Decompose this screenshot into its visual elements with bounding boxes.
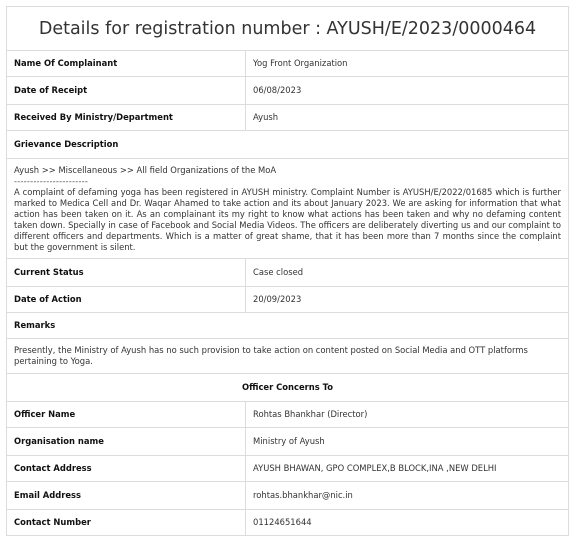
complainant-label: Name Of Complainant [7, 51, 246, 77]
table-row-remarks-text [7, 339, 569, 374]
table-row-organisation [7, 428, 569, 456]
table-row-receipt-date [7, 77, 569, 105]
registration-details-table [6, 6, 569, 536]
grievance-label: Grievance Description [7, 131, 569, 159]
table-row-email [7, 482, 569, 510]
officer-name-label: Officer Name [7, 402, 246, 428]
date-of-action-value: 20/09/2023 [246, 287, 569, 313]
current-status-value: Case closed [246, 259, 569, 287]
title-row [7, 7, 569, 51]
date-of-action-label: Date of Action [7, 287, 246, 313]
email-value: rohtas.bhankhar@nic.in [246, 482, 569, 510]
table-row-contact-number [7, 510, 569, 536]
receipt-date-value: 06/08/2023 [246, 77, 569, 105]
contact-address-label: Contact Address [7, 456, 246, 482]
table-row-grievance-description [7, 159, 569, 259]
grievance-category: Ayush >> Miscellaneous >> All field Organizations of the MoA [14, 165, 277, 175]
grievance-separator: ----------------------- [14, 176, 89, 186]
officer-name-value: Rohtas Bhankhar (Director) [246, 402, 569, 428]
organisation-label: Organisation name [7, 428, 246, 456]
table-row-officer-name [7, 402, 569, 428]
received-by-label: Received By Ministry/Department [7, 105, 246, 131]
registration-details-panel [6, 6, 568, 536]
contact-number-value: 01124651644 [246, 510, 569, 536]
organisation-value: Ministry of Ayush [246, 428, 569, 456]
table-row-current-status [7, 259, 569, 287]
received-by-value: Ayush [246, 105, 569, 131]
contact-address-value: AYUSH BHAWAN, GPO COMPLEX,B BLOCK,INA ,NEW DELHI [246, 456, 569, 482]
table-row-grievance-heading [7, 131, 569, 159]
contact-number-label: Contact Number [7, 510, 246, 536]
table-row-remarks-heading [7, 313, 569, 339]
officer-heading: Officer Concerns To [7, 374, 569, 402]
table-row-received-by [7, 105, 569, 131]
complainant-value: Yog Front Organization [246, 51, 569, 77]
receipt-date-label: Date of Receipt [7, 77, 246, 105]
remarks-text: Presently, the Ministry of Ayush has no such provision to take action on content posted on Social Media and OTT platforms pertaining to Yoga. [7, 339, 569, 374]
page-title: Details for registration number : AYUSH/E/2023/0000464 [7, 7, 569, 51]
table-row-complainant [7, 51, 569, 77]
table-row-contact-address [7, 456, 569, 482]
table-row-officer-heading [7, 374, 569, 402]
remarks-label: Remarks [7, 313, 569, 339]
grievance-text: A complaint of defaming yoga has been registered in AYUSH ministry. Complaint Number is AYUSH/E/2022/01685 which is further marked to Medica Cell and Dr. Waqar Ahamed to take action and its about January 2023. We are asking for information that what action has been taken on it. As an complainant its my right to know what actions has been taken and why no defaming content taken down. Specially in case of Facebook and Social Media Videos. The officers are deliberately diverting us and our complaint to different officers and departments. Which is a matter of great shame, that it has been more than 7 months since the complaint but the government is silent. [14, 187, 561, 252]
grievance-description [7, 159, 569, 259]
table-row-date-of-action [7, 287, 569, 313]
current-status-label: Current Status [7, 259, 246, 287]
email-label: Email Address [7, 482, 246, 510]
